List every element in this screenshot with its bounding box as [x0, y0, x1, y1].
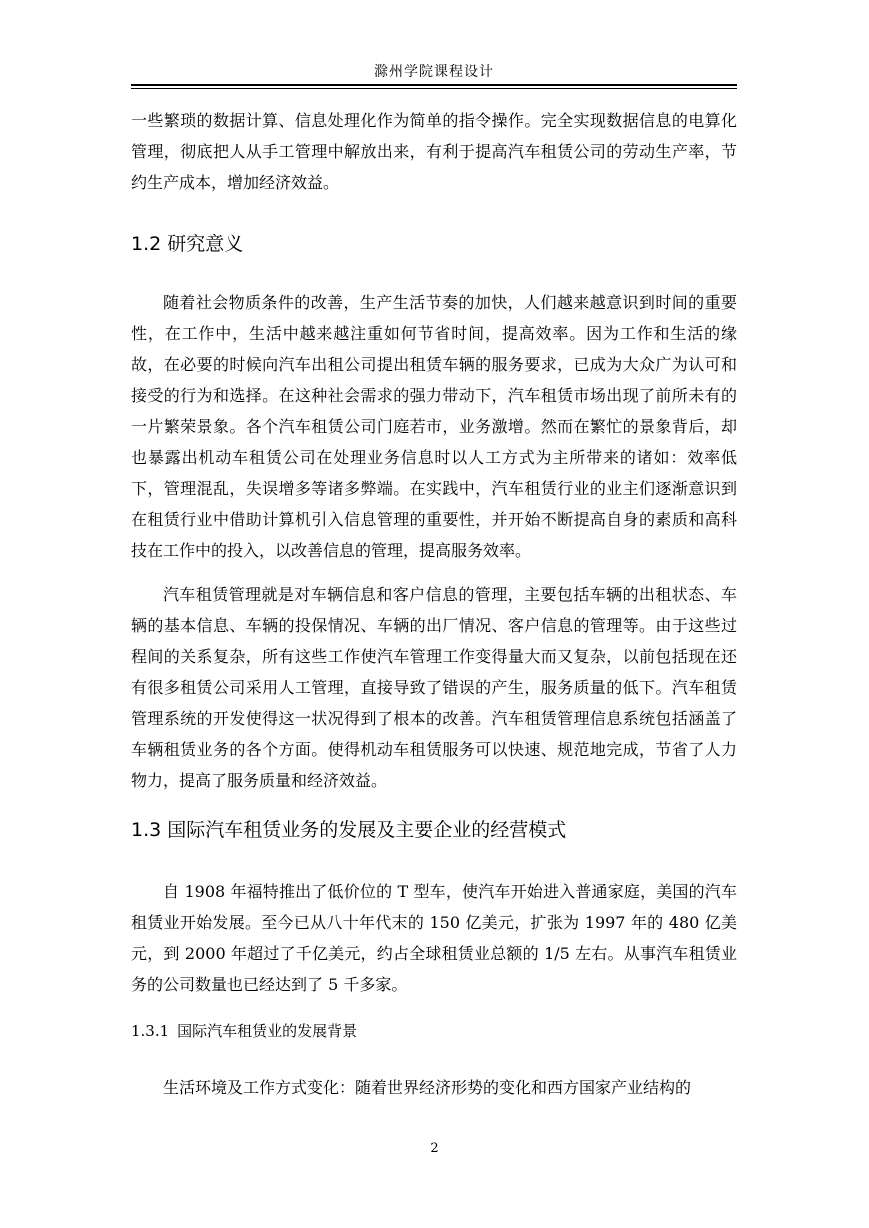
background-paragraph-1: 生活环境及工作方式变化：随着世界经济形势的变化和西方国家产业结构的	[163, 1078, 692, 1097]
section-heading-1-2: 1.2 研究意义	[131, 233, 244, 255]
section-heading-1-3-1	[131, 1020, 737, 1042]
header-rule-thick	[131, 84, 737, 86]
page-header-title: 滁州学院课程设计	[374, 64, 494, 80]
section-heading-1-3: 1.3 国际汽车租赁业务的发展及主要企业的经营模式	[131, 819, 567, 841]
significance-paragraph-2: 汽车租赁管理就是对车辆信息和客户信息的管理，主要包括车辆的出租状态、车辆的基本信息、车辆的投保情况、车辆的出厂情况、客户信息的管理等。由于这些过程间的关系复杂，所有这些工作使汽车管理工作变得量大而又复杂，以前包括现在还有很多租赁公司采用人工管理，直接导致了错误的产生，服务质量的低下。汽车租赁管理系统的开发使得这一状况得到了根本的改善。汽车租赁管理信息系统包括涵盖了车辆租赁业务的各个方面。使得机动车租赁服务可以快速、规范地完成，节省了人力物力，提高了服务质量和经济效益。	[131, 585, 737, 790]
significance-paragraph-1: 随着社会物质条件的改善，生产生活节奏的加快，人们越来越意识到时间的重要性，在工作中，生活中越来越注重如何节省时间，提高效率。因为工作和生活的缘故，在必要的时候向汽车出租公司提出租赁车辆的服务要求，已成为大众广为认可和接受的行为和选择。在这种社会需求的强力带动下，汽车租赁市场出现了前所未有的一片繁荣景象。各个汽车租赁公司门庭若市，业务激增。然而在繁忙的景象背后，却也暴露出机动车租赁公司在处理业务信息时以人工方式为主所带来的诸如：效率低下，管理混乱，失误增多等诸多弊端。在实践中，汽车租赁行业的业主们逐渐意识到在租赁行业中借助计算机引入信息管理的重要性，并开始不断提高自身的素质和高科技在工作中的投入，以改善信息的管理，提高服务效率。	[131, 293, 737, 560]
section-heading-1-3-1-title: 国际汽车租赁业的发展背景	[177, 1022, 358, 1040]
section-heading-1-3-1-number: 1.3.1	[131, 1022, 170, 1040]
intro-continuation-paragraph: 一些繁琐的数据计算、信息处理化作为简单的指令操作。完全实现数据信息的电算化管理，彻底把人从手工管理中解放出来，有利于提高汽车租赁公司的劳动生产率，节约生产成本，增加经济效益。	[131, 111, 737, 192]
international-paragraph-1: 自 1908 年福特推出了低价位的 T 型车，使汽车开始进入普通家庭，美国的汽车租赁业开始发展。至今已从八十年代末的 150 亿美元，扩张为 1997 年的 480 亿美元，到 2000 年超过了千亿美元，约占全球租赁业总额的 1/5 左右。从事汽车租赁业务的公司数量也已经达到了 5 千多家。	[131, 882, 737, 994]
header-rule-thin	[131, 88, 737, 89]
page-number: 2	[430, 1141, 439, 1156]
